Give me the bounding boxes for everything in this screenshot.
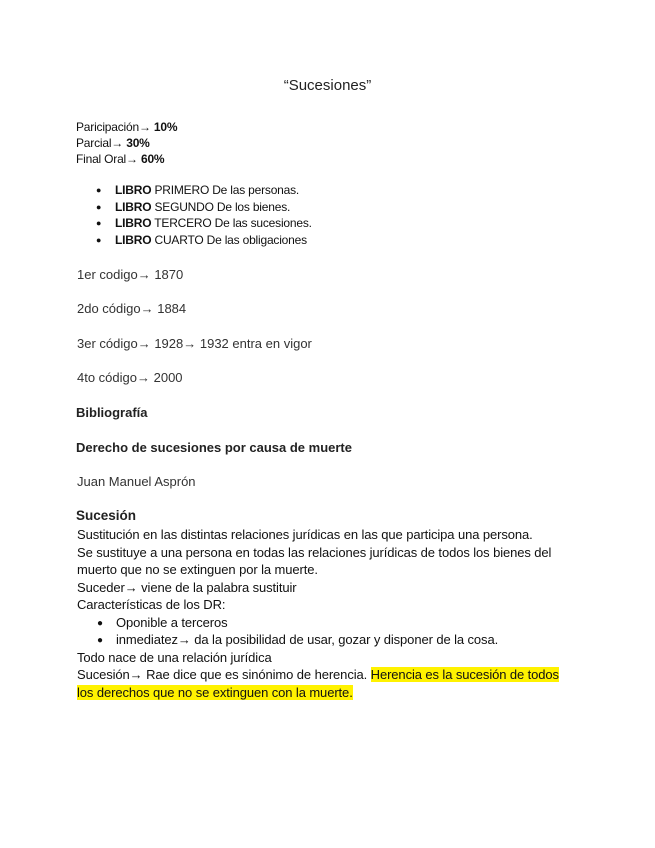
libro-bold: LIBRO [115,199,152,214]
sucesion-line: Características de los DR: [77,597,226,612]
codigo-line: 1er codigo→ 1870 [77,267,184,282]
sucesion-line: Suceder→ viene de la palabra sustituir [77,579,297,595]
sucesion-heading: Sucesión [76,508,137,523]
libro-bold: LIBRO [115,216,152,230]
caracteristicas-list [77,614,577,649]
libro-text: SEGUNDO De los bienes. [151,199,291,214]
grading-value: 30% [126,136,150,150]
book-title: Derecho de sucesiones por causa de muerte [76,440,352,455]
libro-bold: LIBRO [115,183,152,197]
sucesion-line [77,666,577,701]
grading-label: Final Oral→ [76,152,138,166]
libro-text: PRIMERO De las personas. [151,183,300,197]
grading-value: 60% [140,152,165,166]
book-author: Juan Manuel Asprón [77,474,196,489]
list-item: ● Oponible a terceros [77,614,577,632]
libros-list [76,182,312,248]
grading-label: Paricipación→ [76,120,151,134]
libro-bold: LIBRO [115,232,152,247]
sucesion-line: Todo nace de una relación jurídica [77,649,272,665]
sucesion-text: Sucesión→ Rae dice que es sinónimo de herencia. [77,667,371,682]
bibliografia-heading: Bibliografía [76,405,148,420]
grading-value: 10% [153,120,178,134]
list-item [76,199,312,216]
highlighted-text: Herencia es la sucesión de todos los derechos que no se extinguen con la muerte. [77,667,559,700]
codigo-line: 2do código→ 1884 [77,301,187,316]
codigo-line: 3er código→ 1928→ 1932 entra en vigor [77,336,312,351]
sucesion-line: Se sustituye a una persona en todas las relaciones jurídicas de todos los bienes del muerto que no se extinguen por la muerte. [77,544,552,577]
list-item [76,182,312,199]
list-item: ● inmediatez→ da la posibilidad de usar, gozar y disponer de la cosa. [77,631,577,649]
sucesion-line: Sustitución en las distintas relaciones jurídicas en las que participa una persona. [77,527,533,542]
libro-text: TERCERO De las sucesiones. [151,216,312,230]
grading-label: Parcial→ [76,136,124,150]
libro-text: CUARTO De las obligaciones [151,232,307,247]
grading-final-oral [76,151,164,168]
document-title: “Sucesiones” [283,77,372,94]
sucesion-body [77,526,577,701]
codigo-line: 4to código→ 2000 [77,370,183,385]
grading-participacion [76,119,177,136]
list-item [76,232,312,249]
grading-parcial [76,135,150,152]
list-item [76,215,312,232]
